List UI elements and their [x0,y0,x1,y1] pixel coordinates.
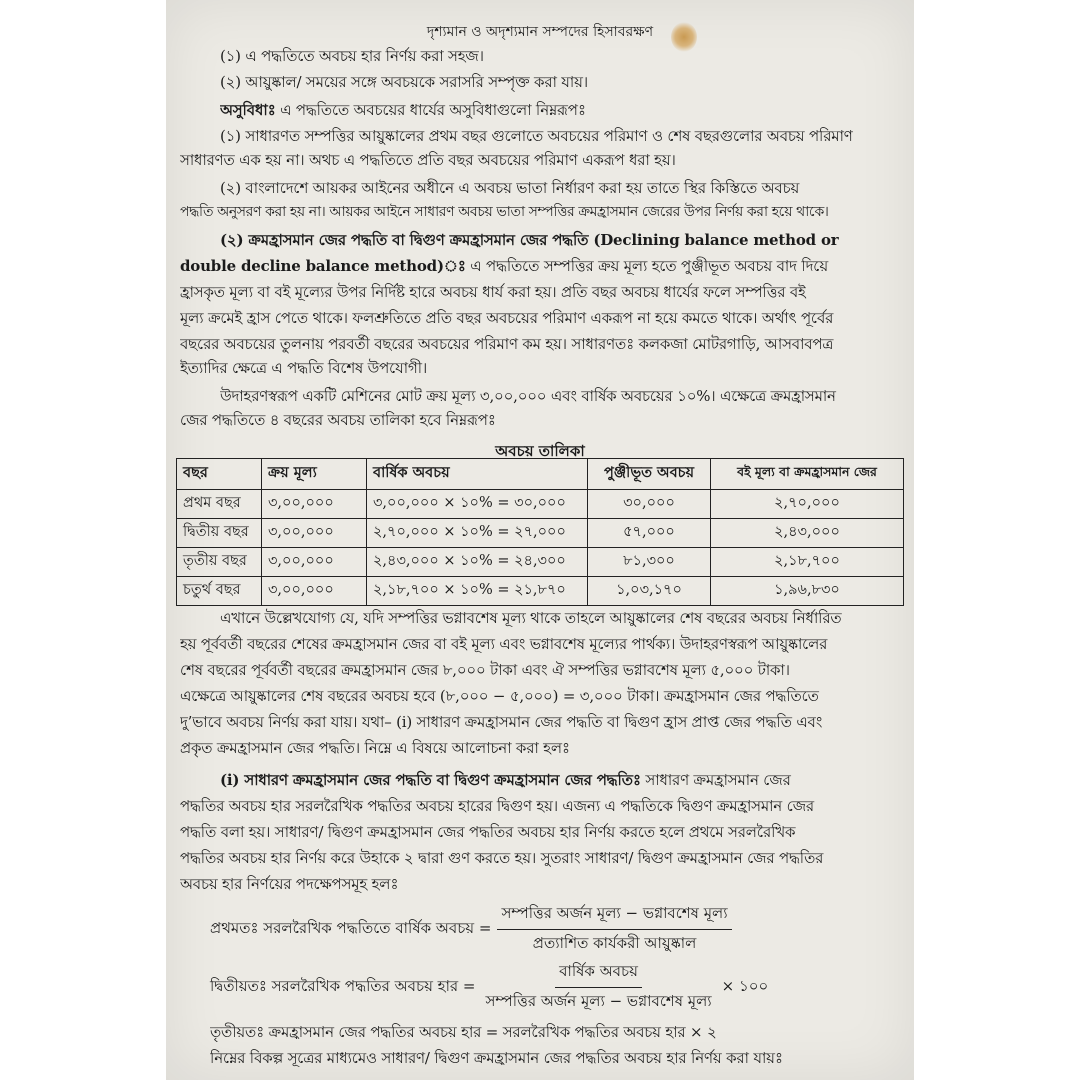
page-header: দৃশ্যমান ও অদৃশ্যমান সম্পদের হিসাবরক্ষণ [426,24,654,40]
table-cell: ১,৯৬,৮৩০ [711,577,904,606]
table-row [177,490,904,519]
column-header: বছর [177,459,262,490]
formula-1 [210,902,738,957]
table-row [177,548,904,577]
paragraph-line: (১) সাধারণত সম্পত্তির আয়ুষ্কালের প্রথম বছর গুলোতে অবচয়ের পরিমাণ ও শেষ বছরগুলোর অবচয় পরিমাণ [220,127,853,145]
formula-3: তৃতীয়তঃ ক্রমহ্রাসমান জের পদ্ধতির অবচয় হার = সরলরৈখিক পদ্ধতির অবচয় হার × ২ [210,1023,717,1041]
disadvantages-heading: অসুবিধাঃ [220,101,276,119]
multiplier: × ১০০ [721,977,769,995]
paragraph-line: জের পদ্ধতিতে ৪ বছরের অবচয় তালিকা হবে নিম্নরূপঃ [180,411,496,429]
paragraph-line: উদাহরণস্বরূপ একটি মেশিনের মোট ক্রয় মূল্য ৩,০০,০০০ এবং বার্ষিক অবচয়ের ১০%। এক্ষেত্রে ক্রমহ্রাসমান [220,387,836,405]
column-header: বই মূল্য বা ক্রমহ্রাসমান জের [711,459,904,490]
table-cell: ১,০৩,১৭০ [588,577,711,606]
book-page [166,0,914,1080]
disadvantages-heading-line [220,100,942,120]
fraction [497,902,731,957]
paragraph-line: দু’ভাবে অবচয় নির্ণয় করা যায়। যথা– (i) সাধারণ ক্রমহ্রাসমান জের পদ্ধতি বা দ্বিগুণ হ্রাস প্রাপ্ত জের পদ্ধতি এবং [180,713,823,731]
numerator: বার্ষিক অবচয় [555,960,642,988]
advantage-line: (২) আয়ুষ্কাল/ সময়ের সঙ্গে অবচয়কে সরাসরি সম্পৃক্ত করা যায়। [220,73,588,91]
denominator: সম্পত্তির অর্জন মূল্য − ভগ্নাবশেষ মূল্য [485,992,712,1010]
advantage-line: (১) এ পদ্ধতিতে অবচয় হার নির্ণয় করা সহজ। [220,47,484,65]
table-cell: দ্বিতীয় বছর [177,519,262,548]
table-cell: ৩,০০,০০০ [262,519,367,548]
table-cell: ৩০,০০০ [588,490,711,519]
numerator: সম্পত্তির অর্জন মূল্য − ভগ্নাবশেষ মূল্য [497,902,731,930]
column-header: বার্ষিক অবচয় [367,459,588,490]
section-intro: সাধারণ ক্রমহ্রাসমান জের [640,771,791,789]
paragraph-line: হয় পূর্ববর্তী বছরের শেষের ক্রমহ্রাসমান জের বা বই মূল্য এবং ভগ্নাবশেষ মূল্যের পার্থক্য। উদাহরণস্বরূপ আয়ুষ্কালের [180,635,828,653]
section-heading-line [220,770,902,790]
paragraph-line: পদ্ধতির অবচয় হার সরলরৈখিক পদ্ধতির অবচয় হারের দ্বিগুণ হয়। এজন্য এ পদ্ধতিকে দ্বিগুণ ক্রমহ্রাসমান জের [180,797,814,815]
table-cell: ২,৪৩,০০০ × ১০% = ২৪,৩০০ [367,548,588,577]
paragraph-line: হ্রাসকৃত মূল্য বা বই মূল্যের উপর নির্দিষ্ট হারে অবচয় ধার্য করা হয়। প্রতি বছর অবচয় ধার্যের ফলে সম্পত্তির বই [180,283,806,301]
denominator: প্রত্যাশিত কার্যকরী আয়ুষ্কাল [532,934,697,952]
paragraph-line: পদ্ধতি অনুসরণ করা হয় না। আয়কর আইনে সাধারণ অবচয় ভাতা সম্পত্তির ক্রমহ্রাসমান জেরের উপর নির্ণয় করা হয়ে থাকে। [180,204,829,220]
table-cell: ২,১৮,৭০০ × ১০% = ২১,৮৭০ [367,577,588,606]
method-heading-line [180,256,902,276]
table-cell: ৩,০০,০০০ [262,490,367,519]
table-cell: ২,৭০,০০০ × ১০% = ২৭,০০০ [367,519,588,548]
paragraph-line: এখানে উল্লেখযোগ্য যে, যদি সম্পত্তির ভগ্নাবশেষ মূল্য থাকে তাহলে আয়ুষ্কালের শেষ বছরের অবচয় নির্ধারিত [220,609,842,627]
formula-label: প্রথমতঃ সরলরৈখিক পদ্ধতিতে বার্ষিক অবচয় = [210,919,492,937]
table-cell: চতুর্থ বছর [177,577,262,606]
paragraph-line: সাধারণত এক হয় না। অথচ এ পদ্ধতিতে প্রতি বছর অবচয়ের পরিমাণ একরূপ ধরা হয়। [180,151,676,169]
table-header-row [177,459,904,490]
table-cell: ২,১৮,৭০০ [711,548,904,577]
paragraph-line: পদ্ধতির অবচয় হার নির্ণয় করে উহাকে ২ দ্বারা গুণ করতে হয়। সুতরাং সাধারণ/ দ্বিগুণ ক্রমহ্রাসমান জের পদ্ধতির [180,849,824,867]
paragraph-line: প্রকৃত ক্রমহ্রাসমান জের পদ্ধতি। নিম্নে এ বিষয়ে আলোচনা করা হলঃ [180,739,570,757]
paragraph-line: ইত্যাদির ক্ষেত্রে এ পদ্ধতি বিশেষ উপযোগী। [180,359,428,377]
paragraph-line: (২) বাংলাদেশে আয়কর আইনের অধীনে এ অবচয় ভাতা নির্ধারণ করা হয় তাতে স্থির কিস্তিতে অবচয় [220,179,800,197]
table-cell: ২,৭০,০০০ [711,490,904,519]
table-row [177,577,904,606]
section-heading: (i) সাধারণ ক্রমহ্রাসমান জের পদ্ধতি বা দ্বিগুণ ক্রমহ্রাসমান জের পদ্ধতিঃ [220,771,641,789]
paragraph-line: অবচয় হার নির্ণয়ের পদক্ষেপসমূহ হলঃ [180,875,399,893]
formula-label: দ্বিতীয়তঃ সরলরৈখিক পদ্ধতির অবচয় হার = [210,977,476,995]
table-cell: ৩,০০,০০০ × ১০% = ৩০,০০০ [367,490,588,519]
table-row [177,519,904,548]
fraction [482,960,716,1015]
paragraph-line: বছরের অবচয়ের তুলনায় পরবর্তী বছরের অবচয়ের পরিমাণ কম হয়। সাধারণতঃ কলকজা মোটরগাড়ি, আসবাবপত্র [180,335,834,353]
method-heading: (২) ক্রমহ্রাসমান জের পদ্ধতি বা দ্বিগুণ ক্রমহ্রাসমান জের পদ্ধতি (Declining balance method or [220,231,839,249]
table-cell: ৩,০০,০০০ [262,548,367,577]
method-intro: এ পদ্ধতিতে সম্পত্তির ক্রয় মূল্য হতে পুঞ্জীভূত অবচয় বাদ দিয়ে [465,257,828,275]
disadvantages-intro: এ পদ্ধতিতে অবচয়ের ধার্যের অসুবিধাগুলো নিম্নরূপঃ [275,101,586,119]
method-heading-cont: double decline balance method)ঃ [180,257,466,275]
table-cell: ৮১,৩০০ [588,548,711,577]
table-cell: ৫৭,০০০ [588,519,711,548]
paragraph-line: নিম্নের বিকল্প সূত্রের মাধ্যমেও সাধারণ/ দ্বিগুণ ক্রমহ্রাসমান জের পদ্ধতির অবচয় হার নির্ণয় করা যায়ঃ [210,1049,783,1067]
formula-2 [210,960,768,1015]
table-cell: ৩,০০,০০০ [262,577,367,606]
table-cell: তৃতীয় বছর [177,548,262,577]
column-header: পুঞ্জীভূত অবচয় [588,459,711,490]
table-cell: ২,৪৩,০০০ [711,519,904,548]
paragraph-line: এক্ষেত্রে আয়ুষ্কালের শেষ বছরের অবচয় হবে (৮,০০০ − ৫,০০০) = ৩,০০০ টাকা। ক্রমহ্রাসমান জের পদ্ধতিতে [180,687,819,705]
table-cell: প্রথম বছর [177,490,262,519]
table-caption: অবচয় তালিকা [495,442,585,460]
paragraph-line: শেষ বছরের পূর্ববর্তী বছরের ক্রমহ্রাসমান জের ৮,০০০ টাকা এবং ঐ সম্পত্তির ভগ্নাবশেষ মূল্য ৫,০০০ টাকা। [180,661,790,679]
depreciation-table [176,458,904,606]
column-header: ক্রয় মূল্য [262,459,367,490]
paragraph-line: মূল্য ক্রমেই হ্রাস পেতে থাকে। ফলশ্রুতিতে প্রতি বছর অবচয়ের পরিমাণ একরূপ না হয়ে কমতে থাকে। অর্থাৎ পূর্বের [180,309,834,327]
paragraph-line: পদ্ধতি বলা হয়। সাধারণ/ দ্বিগুণ ক্রমহ্রাসমান জের পদ্ধতির অবচয় হার নির্ণয় করতে হলে প্রথমে সরলরৈখিক [180,823,796,841]
